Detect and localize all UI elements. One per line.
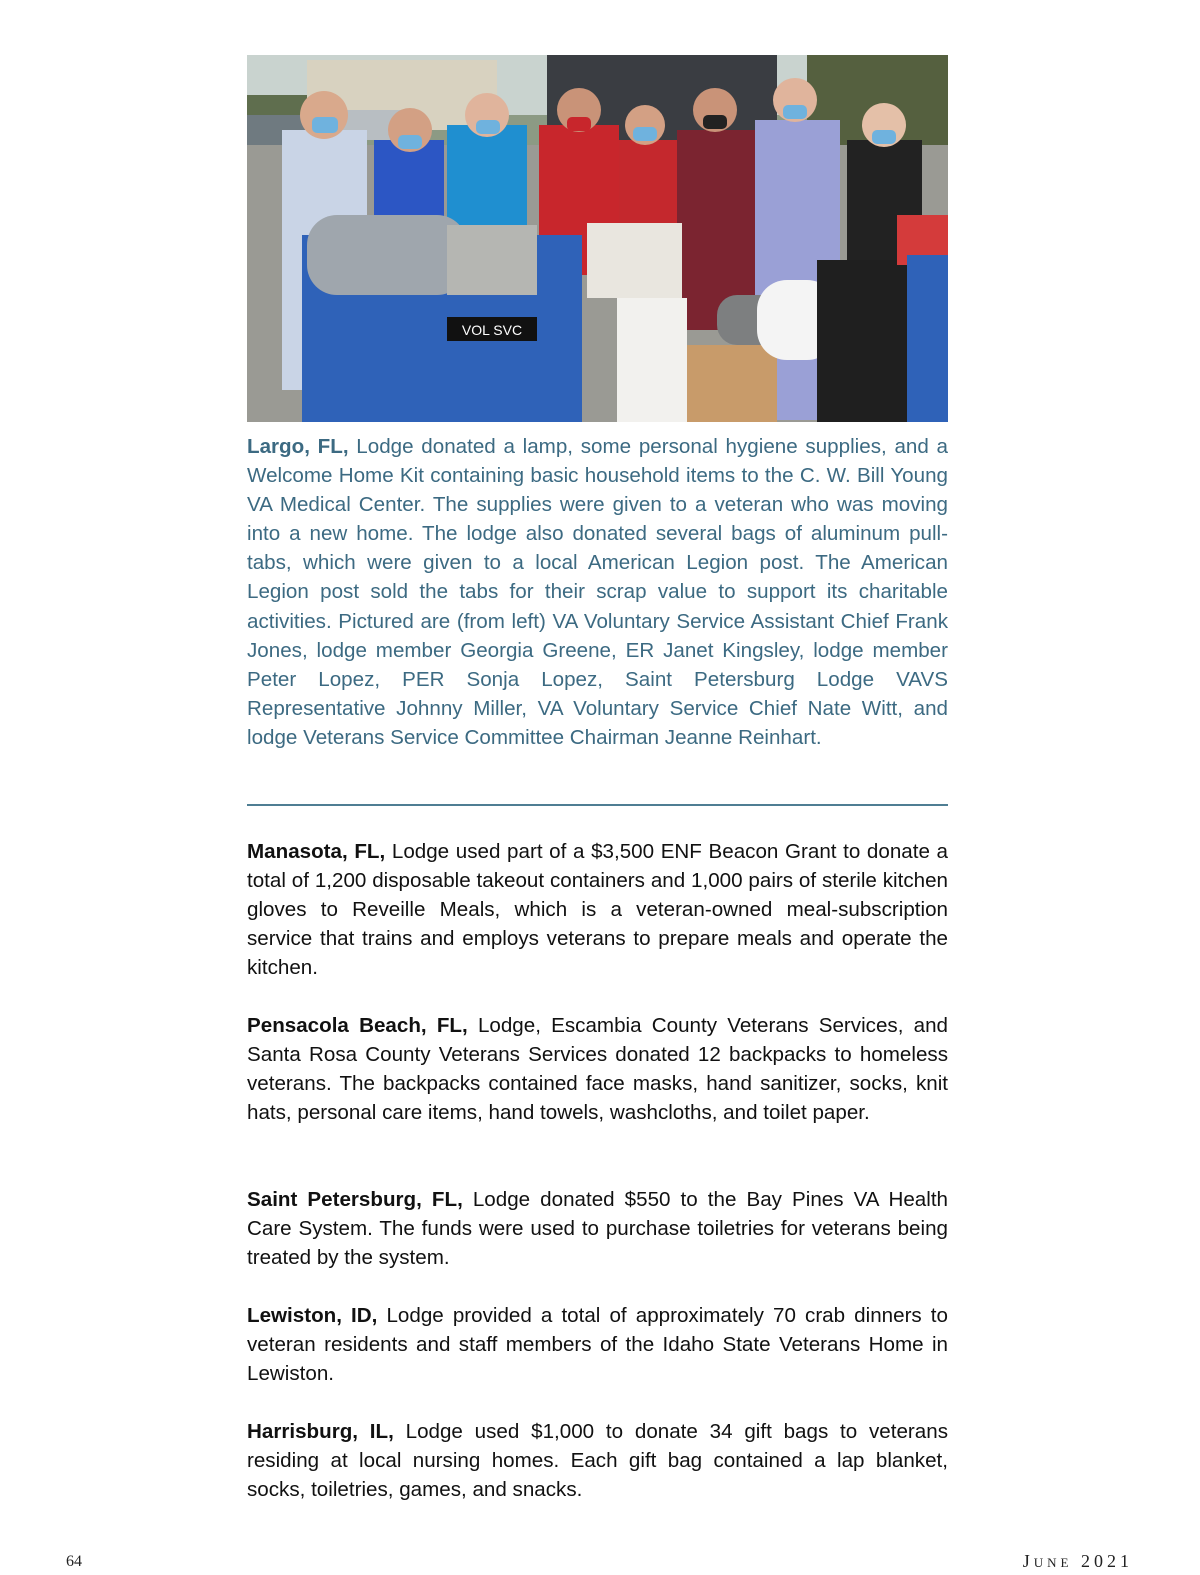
entry-lewiston — [247, 1301, 948, 1388]
entry-place: Harrisburg, IL, — [247, 1420, 394, 1443]
entry-text: Lodge used part of a $3,500 ENF Beacon Grant to donate a total of 1,200 disposable takeout containers and 1,000 pairs of sterile kitchen gloves to Reveille Meals, which is a veteran-owned meal-subscription service that trains and employs veterans to prepare meals and operate the kitchen. — [247, 840, 949, 980]
caption-text: Lodge donated a lamp, some personal hygiene supplies, and a Welcome Home Kit containing basic household items to the C. W. Bill Young VA Medical Center. The supplies were given to a veteran who was moving into a new home. The lodge also donated several bags of aluminum pull-tabs, which were given to a local American Legion post. The American Legion post sold the tabs for their scrap value to support its charitable activities. Pictured are (from left) VA Voluntary Service Assistant Chief Frank Jones, lodge member Georgia Greene, ER Janet Kingsley, lodge member Peter Lopez, PER Sonja Lopez, Saint Petersburg Lodge VAVS Representative Johnny Miller, VA Voluntary Service Chief Nate Witt, and lodge Veterans Service Committee Chairman Jeanne Reinhart. — [247, 435, 948, 749]
cart-sign-text: VOL SVC — [461, 322, 523, 338]
page-number: 64 — [66, 1553, 82, 1570]
entry-text: Lodge donated $550 to the Bay Pines VA Health Care System. The funds were used to purchase toiletries for veterans being treated by the system. — [247, 1188, 948, 1270]
entry-text: Lodge provided a total of approximately 70 crab dinners to veteran residents and staff members of the Idaho State Veterans Home in Lewiston. — [247, 1304, 948, 1386]
entry-manasota — [247, 837, 948, 982]
entry-text: Lodge, Escambia County Veterans Services, and Santa Rosa County Veterans Services donated 12 backpacks to homeless veterans. The backpacks contained face masks, hand sanitizer, socks, knit hats, personal care items, hand towels, washcloths, and toilet paper. — [247, 1014, 948, 1125]
entry-place: Manasota, FL, — [247, 840, 386, 863]
entry-place: Pensacola Beach, FL, — [247, 1014, 468, 1037]
issue-date: June 2021 — [1022, 1551, 1133, 1571]
photo-caption — [247, 432, 948, 752]
entry-saint-petersburg — [247, 1185, 948, 1272]
entry-place: Saint Petersburg, FL, — [247, 1188, 463, 1211]
section-divider — [247, 804, 948, 806]
caption-place: Largo, FL, — [247, 435, 349, 458]
entry-pensacola-beach — [247, 1011, 948, 1127]
entry-harrisburg — [247, 1417, 948, 1504]
group-photo — [247, 55, 948, 422]
entry-text: Lodge used $1,000 to donate 34 gift bags to veterans residing at local nursing homes. Each gift bag contained a lap blanket, socks, toiletries, games, and snacks. — [247, 1420, 948, 1502]
entry-place: Lewiston, ID, — [247, 1304, 378, 1327]
